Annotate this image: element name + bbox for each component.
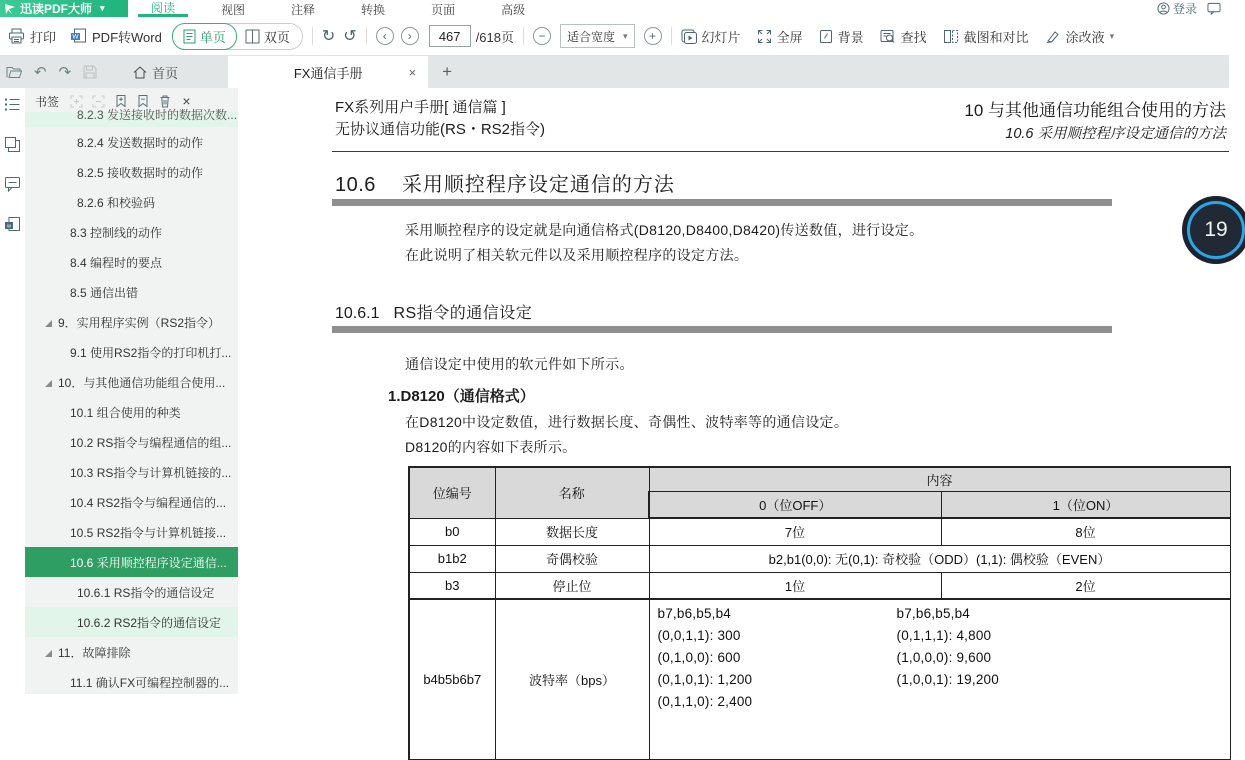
doc-header-left-1: FX系列用户手册[ 通信篇 ] (335, 99, 506, 116)
doc-paragraph: 在此说明了相关软元件以及采用顺控程序的设定方法。 (405, 247, 749, 263)
menu-item[interactable]: 阅读 (138, 0, 188, 17)
slideshow-icon (681, 29, 697, 44)
plus-icon: + (649, 29, 657, 43)
side-icon-strip (0, 88, 25, 694)
table-header-off: 0（位OFF） (649, 491, 941, 518)
home-icon (133, 66, 147, 79)
bookmark-item[interactable]: 10.1 组合使用的种类 (70, 405, 181, 420)
page-mode-group (172, 23, 303, 50)
doc-paragraph: 采用顺控程序的设定就是向通信格式(D8120,D8400,D8420)传送数值，进行设定。 (405, 222, 924, 238)
background-button[interactable]: 背景 (819, 27, 864, 46)
menu-item[interactable]: 页面 (431, 2, 456, 17)
bookmark-item[interactable]: 9.1 使用RS2指令的打印机打... (70, 345, 232, 360)
app-brand[interactable] (0, 0, 128, 17)
doc-header-left-2: 无协议通信功能(RS・RS2指令) (335, 121, 546, 138)
tab-home[interactable]: 首页 (103, 56, 208, 88)
page-total-label: /618页 (475, 29, 514, 45)
bookmark-item[interactable]: 10.3 RS指令与计算机链接的... (70, 465, 232, 480)
word-file-icon (70, 28, 87, 44)
baud-rates-left: b7,b6,b5,b4 (0,0,1,1): 300 (0,1,0,0): 600 (0,1,0,1): 1,200 (0,1,1,0): 2,400 (657, 606, 753, 709)
doc-section-bar (332, 326, 1112, 333)
slideshow-button[interactable]: 幻灯片 (681, 27, 741, 46)
correction-pen-icon (1045, 29, 1061, 44)
screenshot-compare-icon (943, 29, 959, 44)
bookmark-item[interactable]: 8.3 控制线的动作 (70, 225, 163, 240)
bookmark-item[interactable]: 10.2 RS指令与编程通信的组... (70, 435, 232, 450)
fullscreen-icon (757, 29, 772, 44)
bookmark-item[interactable]: 8.2.5 接收数据时的动作 (77, 165, 204, 180)
menu-item[interactable]: 转换 (361, 2, 386, 17)
thumbnails-panel-icon[interactable] (4, 136, 21, 153)
rotate-cw-button[interactable] (322, 26, 335, 46)
doc-subsection-title: 10.6.1 RS指令的通信设定 (335, 305, 533, 322)
bookmark-item[interactable]: 10.6.2 RS2指令的通信设定 (25, 607, 238, 637)
menu-item[interactable]: 视图 (221, 2, 246, 17)
close-panel-icon[interactable]: × (182, 93, 191, 109)
close-tab-icon[interactable]: × (408, 64, 417, 80)
export-word-panel-icon[interactable] (4, 216, 21, 233)
table-row: b1b2 奇偶校验 b2,b1(0,0): 无(0,1): 奇校验（ODD）(1,1): 偶校验（EVEN） (409, 545, 1230, 572)
bookmarks-panel[interactable] (25, 88, 238, 694)
find-button[interactable]: 查找 (880, 27, 927, 46)
bookmark-item[interactable]: 8.4 编程时的要点 (70, 255, 163, 270)
zoom-out-button[interactable] (533, 27, 551, 45)
d8120-table (408, 466, 1231, 760)
bookmark-item[interactable]: 10.6.1 RS指令的通信设定 (77, 585, 215, 600)
bookmark-item[interactable]: 8.2.3 发送接收时的数据次数... (25, 112, 238, 127)
bookmark-list (25, 107, 238, 697)
open-file-button[interactable] (6, 65, 22, 79)
menu-items (128, 0, 548, 17)
table-row: b4b5b6b7 波特率（bps） b7,b6,b5,b4 (0,0,1,1): 300 (0,1,0,0): 600 (0,1,0,1): 1,200 (0,1,1,0): 2,400 b7,b6,b5,b4 (0,1,1,1): 4,800 (1,0,0,0): 9,600 (1,0,0,1): 19,200 (409, 599, 1230, 759)
single-page-button[interactable]: 单页 (172, 23, 237, 50)
menu-bar (0, 0, 1229, 17)
minus-icon: − (538, 29, 546, 43)
bookmark-item[interactable]: 10.6 采用顺控程序设定通信... (25, 547, 238, 577)
doc-header-right-2: 10.6 采用顺控程序设定通信的方法 (1005, 126, 1226, 142)
bookmark-item[interactable]: 11．故障排除 (25, 637, 238, 667)
bookmarks-title: 书签 (35, 94, 60, 109)
page-progress-badge[interactable]: 19 (1187, 201, 1245, 259)
next-page-button[interactable] (401, 27, 419, 45)
chevron-left-icon: ‹ (382, 29, 387, 43)
baud-rates-right: b7,b6,b5,b4 (0,1,1,1): 4,800 (1,0,0,0): 9,600 (1,0,0,1): 19,200 (896, 606, 999, 687)
document-page[interactable] (238, 88, 1229, 709)
bookmark-item[interactable]: 8.5 通信出错 (70, 285, 139, 300)
doc-paragraph: D8120的内容如下表所示。 (405, 439, 577, 455)
doc-subhead: 1.D8120（通信格式） (388, 388, 535, 405)
zoom-in-button[interactable] (644, 27, 662, 45)
chevron-down-icon: ▾ (1109, 30, 1115, 41)
screenshot-compare-button[interactable]: 截图和对比 (943, 27, 1029, 46)
bookmarks-panel-icon[interactable] (4, 96, 21, 113)
menu-item[interactable]: 高级 (501, 2, 526, 17)
menu-item[interactable]: 注释 (291, 2, 316, 17)
new-tab-button[interactable]: + (442, 62, 453, 81)
bookmark-item[interactable]: 11.1 确认FX可编程控制器的... (70, 675, 230, 690)
app-logo-icon (4, 3, 16, 15)
page-number-input[interactable] (429, 25, 471, 47)
save-button[interactable] (83, 65, 97, 79)
table-row: b3 停止位 1位 2位 (409, 572, 1230, 599)
table-row: b0 数据长度 7位 8位 (409, 518, 1230, 545)
comments-panel-icon[interactable] (4, 176, 21, 193)
print-button[interactable]: 打印 (8, 27, 56, 46)
doc-paragraph: 在D8120中设定数值，进行数据长度、奇偶性、波特率等的通信设定。 (405, 414, 849, 430)
chevron-right-icon: › (407, 29, 412, 43)
background-icon (819, 29, 833, 44)
redo-button[interactable]: ↷ (58, 64, 72, 81)
doc-section-title: 10.6 采用顺控程序设定通信的方法 (335, 174, 675, 196)
table-header-bit: 位编号 (409, 467, 495, 518)
user-icon (1157, 2, 1170, 15)
bookmark-item[interactable]: 10．与其他通信功能组合使用... (25, 367, 238, 397)
feedback-icon[interactable] (1207, 2, 1221, 15)
table-header-on: 1（位ON） (941, 491, 1230, 518)
correction-fluid-button[interactable]: 涂改液 ▾ (1045, 27, 1115, 46)
chevron-down-icon: ▾ (623, 30, 628, 41)
double-page-icon (245, 29, 260, 44)
svg-text:W: W (72, 33, 79, 41)
doc-section-bar (332, 199, 1112, 206)
printer-icon (8, 28, 25, 44)
tab-bar (0, 56, 1229, 88)
login-button[interactable]: 登录 (1157, 0, 1197, 17)
rotate-ccw-button[interactable] (343, 26, 356, 46)
table-header-name: 名称 (495, 467, 649, 518)
bookmark-item[interactable]: 8.2.4 发送数据时的动作 (77, 135, 204, 150)
doc-header-right-1: 10 与其他通信功能组合使用的方法 (964, 101, 1226, 120)
bookmark-item[interactable]: 10.4 RS2指令与编程通信的... (70, 495, 227, 510)
doc-header-rule (332, 151, 1229, 152)
fullscreen-button[interactable]: 全屏 (757, 27, 803, 46)
table-header-content: 内容 (649, 467, 1230, 491)
undo-button[interactable]: ↶ (34, 64, 47, 81)
single-page-icon (183, 29, 196, 44)
search-icon (880, 29, 896, 44)
double-page-button[interactable]: 双页 (237, 27, 302, 46)
tab-document-active[interactable]: FX通信手册 × (228, 56, 428, 88)
bookmark-item[interactable]: 8.2.6 和校验码 (77, 195, 156, 210)
zoom-mode-select[interactable]: 适合宽度 ▾ (560, 24, 635, 48)
bookmark-item[interactable]: 9．实用程序实例（RS2指令） (25, 307, 238, 337)
doc-paragraph: 通信设定中使用的软元件如下所示。 (405, 356, 634, 372)
svg-text:w: w (7, 223, 11, 230)
pdf-to-word-button[interactable]: W PDF转Word (70, 27, 162, 46)
rotate-ccw-icon: ↺ (343, 28, 357, 45)
rotate-cw-icon: ↻ (321, 28, 336, 45)
app-name: 迅读PDF大师 (20, 2, 93, 16)
prev-page-button[interactable] (376, 27, 394, 45)
bookmark-item[interactable]: 10.5 RS2指令与计算机链接... (70, 525, 227, 540)
toolbar (0, 17, 1229, 56)
app-menu-caret-icon[interactable]: ▾ (100, 3, 105, 13)
